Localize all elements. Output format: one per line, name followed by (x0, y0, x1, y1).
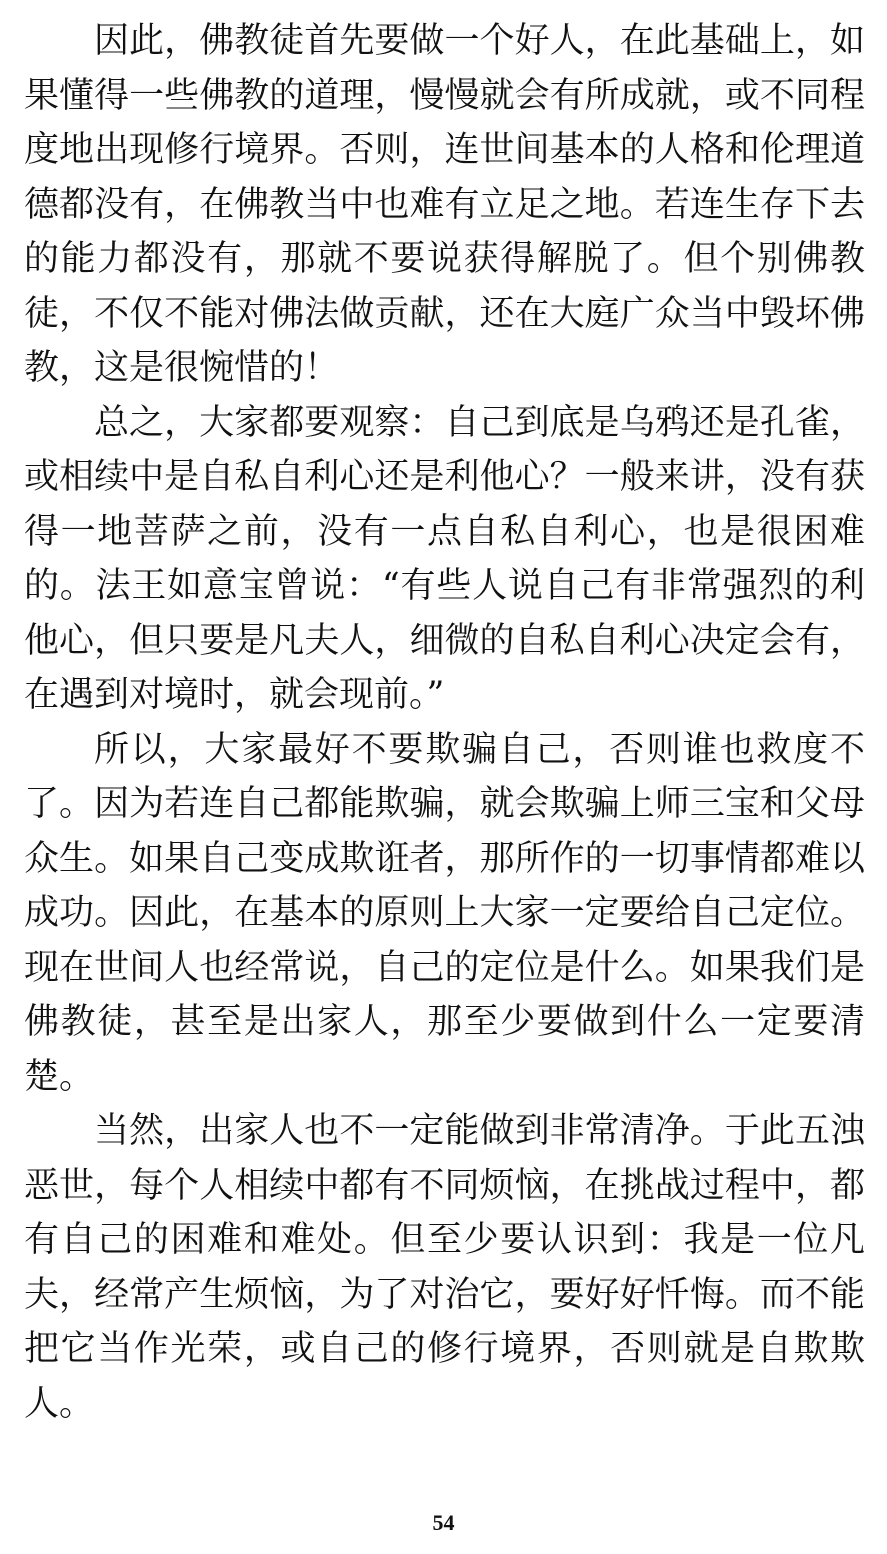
paragraph-2: 总之，大家都要观察：自己到底是乌鸦还是孔雀，或相续中是自私自利心还是利他心？一般来讲，没有获得一地菩萨之前，没有一点自私自利心，也是很困难的。法王如意宝曾说：“有些人说自己有非常强烈的利他心，但只要是凡夫人，细微的自私自利心决定会有，在遇到对境时，就会现前。” (24, 402, 865, 715)
page-number: 54 (432, 1510, 455, 1535)
paragraph-3: 所以，大家最好不要欺骗自己，否则谁也救度不了。因为若连自己都能欺骗，就会欺骗上师三宝和父母众生。如果自己变成欺诳者，那所作的一切事情都难以成功。因此，在基本的原则上大家一定要给自己定位。现在世间人也经常说，自己的定位是什么。如果我们是佛教徒，甚至是出家人，那至少要做到什么一定要清楚。 (24, 729, 865, 1097)
paragraph-4: 当然，出家人也不一定能做到非常清净。于此五浊恶世，每个人相续中都有不同烦恼，在挑战过程中，都有自己的困难和难处。但至少要认识到：我是一位凡夫，经常产生烦恼，为了对治它，要好好忏悔。而不能把它当作光荣，或自己的修行境界，否则就是自欺欺人。 (24, 1111, 865, 1424)
paragraph-1: 因此，佛教徒首先要做一个好人，在此基础上，如果懂得一些佛教的道理，慢慢就会有所成就，或不同程度地出现修行境界。否则，连世间基本的人格和伦理道德都没有，在佛教当中也难有立足之地。若连生存下去的能力都没有，那就不要说获得解脱了。但个别佛教徒，不仅不能对佛法做贡献，还在大庭广众当中毁坏佛教，这是很惋惜的！ (24, 21, 865, 388)
body-text (24, 14, 865, 1431)
